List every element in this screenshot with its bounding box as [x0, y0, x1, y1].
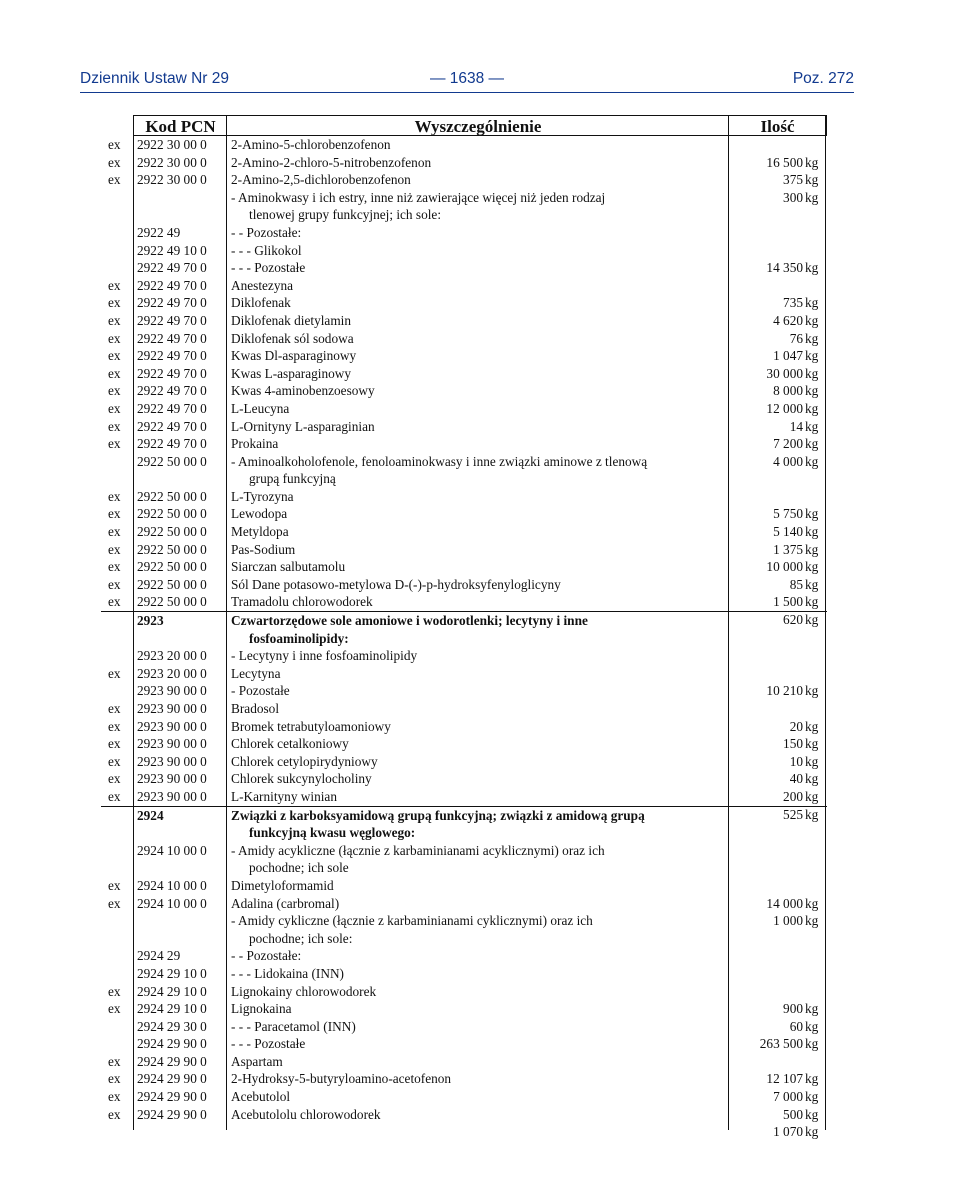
description-line: Chlorek sukcynylocholiny: [231, 771, 372, 787]
kod-cell: 2922 49 70 0: [137, 330, 207, 346]
table-row: [101, 189, 827, 224]
table-row: [101, 947, 827, 965]
description-line: - Lecytyny i inne fosfoaminolipidy: [231, 648, 418, 664]
unit-cell: kg: [805, 418, 819, 434]
ex-marker: ex: [108, 718, 121, 734]
table-row: [101, 1106, 827, 1140]
description-line: L-Ornityny L-asparaginian: [231, 418, 375, 434]
description-cell: [231, 912, 723, 947]
unit-cell: kg: [805, 541, 819, 557]
unit-cell: kg: [805, 383, 819, 399]
unit-cell: kg: [805, 788, 819, 804]
unit-cell: kg: [805, 1089, 819, 1105]
kod-cell: 2924 29 90 0: [137, 1071, 207, 1087]
kod-cell: 2922 50 00 0: [137, 576, 207, 592]
description-cell: [231, 576, 723, 594]
description-cell: [231, 807, 723, 842]
description-line: Lignokainy chlorowodorek: [231, 983, 377, 999]
description-cell: [231, 1088, 723, 1106]
description-line: Bradosol: [231, 701, 280, 716]
kod-cell: 2922 50 00 0: [137, 559, 207, 575]
quantity-cell: 30 000: [766, 365, 803, 381]
ex-marker: ex: [108, 594, 121, 610]
quantity-cell: 735: [783, 295, 803, 311]
kod-cell: 2924 29 90 0: [137, 1106, 207, 1122]
description-cell: [231, 1018, 723, 1036]
description-line: Kwas 4-aminobenzoesowy: [231, 383, 375, 399]
quantity-cell: 300: [783, 189, 803, 205]
description-continuation: pochodne; ich sole:: [249, 930, 353, 946]
quantity-cell: 14: [789, 418, 803, 434]
header-divider: [80, 92, 854, 93]
ex-marker: ex: [108, 418, 121, 434]
unit-cell: kg: [805, 1106, 819, 1122]
description-line: Lewodopa: [231, 506, 288, 522]
unit-cell: kg: [805, 806, 819, 822]
unit-cell: kg: [805, 172, 819, 188]
description-continuation: tlenowej grupy funkcyjnej; ich sole:: [249, 207, 442, 223]
ex-marker: ex: [108, 983, 121, 999]
unit-cell: kg: [805, 753, 819, 769]
description-cell: [231, 154, 723, 172]
kod-cell: 2922 50 00 0: [137, 453, 207, 469]
ex-marker: ex: [108, 701, 121, 716]
ex-marker: ex: [108, 524, 121, 540]
ex-marker: ex: [108, 753, 121, 769]
page-header: [80, 70, 854, 92]
description-line: Chlorek cetylopirydyniowy: [231, 753, 378, 769]
description-cell: [231, 277, 723, 295]
quantity-cell: 1 070: [773, 1124, 803, 1140]
description-cell: [231, 382, 723, 400]
description-continuation: funkcyjną kwasu węglowego:: [249, 825, 416, 841]
unit-cell: kg: [805, 1001, 819, 1017]
description-cell: [231, 788, 723, 806]
quantity-cell: 10 000: [766, 559, 803, 575]
description-line: Kwas Dl-asparaginowy: [231, 348, 357, 364]
quantity-cell: 500: [783, 1106, 803, 1122]
description-line: Związki z karboksyamidową grupą funkcyjną; związki z amidową grupą: [231, 807, 645, 823]
kod-cell: 2922 50 00 0: [137, 524, 207, 540]
table-row: [101, 842, 827, 877]
description-line: Dimetyloformamid: [231, 877, 334, 893]
ex-marker: ex: [108, 895, 121, 911]
description-cell: [231, 1035, 723, 1053]
quantity-cell: 1 375: [773, 541, 803, 557]
unit-cell: kg: [805, 365, 819, 381]
kod-cell: 2922 49 70 0: [137, 400, 207, 416]
quantity-cell: 76: [789, 330, 803, 346]
quantity-cell: 620: [783, 612, 803, 628]
description-cell: [231, 347, 723, 365]
description-line: Diklofenak: [231, 295, 291, 311]
description-cell: [231, 965, 723, 983]
table-row: [101, 647, 827, 665]
description-cell: [231, 541, 723, 559]
unit-cell: kg: [805, 1036, 819, 1052]
quantity-cell: 14 350: [766, 260, 803, 276]
ex-marker: ex: [108, 400, 121, 416]
quantity-cell: 40: [789, 771, 803, 787]
kod-cell: 2923 90 00 0: [137, 788, 207, 804]
ex-marker: ex: [108, 559, 121, 575]
table-row: [101, 682, 827, 700]
quantity-cell: 14 000: [766, 895, 803, 911]
quantity-cell: 7 200: [773, 436, 803, 452]
description-line: 2-Amino-5-chlorobenzofenon: [231, 137, 391, 152]
kod-cell: 2922 49 70 0: [137, 348, 207, 364]
description-line: 2-Amino-2-chloro-5-nitrobenzofenon: [231, 154, 432, 170]
description-continuation: pochodne; ich sole: [249, 860, 349, 876]
unit-cell: kg: [805, 1018, 819, 1034]
ex-marker: ex: [108, 506, 121, 522]
quantity-cell: 10: [789, 753, 803, 769]
kod-cell: 2922 30 00 0: [137, 137, 207, 152]
ex-marker: ex: [108, 277, 121, 293]
unit-cell: kg: [805, 348, 819, 364]
description-cell: [231, 895, 723, 913]
ex-marker: ex: [108, 1001, 121, 1017]
unit-cell: kg: [805, 576, 819, 592]
description-continuation: fosfoaminolipidy:: [249, 630, 349, 646]
quantity-cell: 375: [783, 172, 803, 188]
unit-cell: kg: [805, 330, 819, 346]
description-cell: [231, 735, 723, 753]
description-line: L-Leucyna: [231, 400, 290, 416]
quantity-cell: 10 210: [766, 683, 803, 699]
quantity-cell: 263 500: [759, 1036, 803, 1052]
ex-marker: ex: [108, 348, 121, 364]
description-line: - - Pozostałe:: [231, 224, 302, 240]
description-cell: [231, 1070, 723, 1088]
kod-cell: 2922 49 70 0: [137, 260, 207, 276]
unit-cell: kg: [805, 189, 819, 205]
quantity-cell: 150: [783, 736, 803, 752]
quantity-cell: 5 140: [773, 524, 803, 540]
unit-cell: kg: [805, 1071, 819, 1087]
description-cell: [231, 136, 723, 154]
table-row: [101, 224, 827, 242]
description-line: - Amidy acykliczne (łącznie z karbaminianami acyklicznymi) oraz ich: [231, 842, 605, 858]
unit-cell: kg: [805, 524, 819, 540]
kod-cell: 2924: [137, 807, 164, 823]
quantity-cell: 4 620: [773, 312, 803, 328]
quantity-cell: 200: [783, 788, 803, 804]
kod-cell: 2923: [137, 613, 164, 629]
unit-cell: kg: [805, 312, 819, 328]
unit-cell: kg: [805, 559, 819, 575]
ex-marker: ex: [108, 541, 121, 557]
description-line: Chlorek cetalkoniowy: [231, 736, 349, 752]
position-number: Poz. 272: [792, 70, 854, 87]
kod-cell: 2922 49 70 0: [137, 277, 207, 293]
kod-cell: 2923 20 00 0: [137, 648, 207, 664]
ex-marker: ex: [108, 365, 121, 381]
unit-cell: kg: [805, 453, 819, 469]
unit-cell: kg: [805, 913, 819, 929]
table-row: [101, 965, 827, 983]
ex-marker: ex: [108, 172, 121, 188]
description-cell: [231, 718, 723, 736]
table-body: [101, 136, 827, 1140]
description-cell: [231, 700, 723, 718]
column-header-ilosc: Ilość: [728, 115, 827, 136]
description-cell: [231, 877, 723, 895]
ex-marker: ex: [108, 877, 121, 893]
kod-cell: 2924 29 10 0: [137, 983, 207, 999]
ex-marker: ex: [108, 1089, 121, 1105]
description-line: Czwartorzędowe sole amoniowe i wodorotlenki; lecytyny i inne: [231, 613, 588, 629]
kod-cell: 2922 30 00 0: [137, 172, 207, 188]
description-line: Anestezyna: [231, 277, 294, 293]
quantity-cell: 60: [789, 1018, 803, 1034]
description-line: Metyldopa: [231, 524, 289, 540]
description-cell: [231, 400, 723, 418]
pcn-table: [101, 115, 827, 1140]
ex-marker: ex: [108, 665, 121, 681]
description-cell: [231, 753, 723, 771]
description-cell: [231, 770, 723, 788]
kod-cell: 2923 90 00 0: [137, 736, 207, 752]
description-cell: [231, 1000, 723, 1018]
unit-cell: kg: [805, 683, 819, 699]
description-line: Adalina (carbromal): [231, 895, 340, 911]
description-line: Diklofenak dietylamin: [231, 312, 352, 328]
kod-cell: 2923 90 00 0: [137, 701, 207, 716]
description-line: Tramadolu chlorowodorek: [231, 594, 373, 610]
quantity-cell: 7 000: [773, 1089, 803, 1105]
quantity-cell: 900: [783, 1001, 803, 1017]
kod-cell: 2924 29 90 0: [137, 1036, 207, 1052]
description-line: Bromek tetrabutyloamoniowy: [231, 718, 391, 734]
unit-cell: kg: [805, 260, 819, 276]
description-line: Aspartam: [231, 1053, 283, 1069]
kod-cell: 2922 49 70 0: [137, 312, 207, 328]
description-line: Pas-Sodium: [231, 541, 296, 557]
description-cell: [231, 1106, 723, 1124]
quantity-cell: 16 500: [766, 154, 803, 170]
description-cell: [231, 1053, 723, 1071]
quantity-cell: 5 750: [773, 506, 803, 522]
description-cell: [231, 947, 723, 965]
description-cell: [231, 488, 723, 506]
description-cell: [231, 453, 723, 488]
description-cell: [231, 189, 723, 224]
description-line: Lignokaina: [231, 1001, 292, 1017]
ex-marker: ex: [108, 736, 121, 752]
table-row: [101, 453, 827, 488]
ex-marker: ex: [108, 295, 121, 311]
ex-marker: ex: [108, 576, 121, 592]
description-cell: [231, 242, 723, 260]
table-row: [101, 259, 827, 277]
description-cell: [231, 593, 723, 611]
ex-marker: ex: [108, 1053, 121, 1069]
kod-cell: 2922 49 70 0: [137, 418, 207, 434]
description-cell: [231, 983, 723, 1001]
kod-cell: 2922 50 00 0: [137, 506, 207, 522]
ex-marker: ex: [108, 154, 121, 170]
description-cell: [231, 294, 723, 312]
kod-cell: 2924 29 30 0: [137, 1018, 207, 1034]
description-cell: [231, 330, 723, 348]
kod-cell: 2923 90 00 0: [137, 753, 207, 769]
description-line: - - - Pozostałe: [231, 1036, 306, 1052]
unit-cell: kg: [805, 506, 819, 522]
kod-cell: 2922 30 00 0: [137, 154, 207, 170]
kod-cell: 2922 49 70 0: [137, 295, 207, 311]
page-number: — 1638 —: [429, 70, 505, 87]
description-line: - - - Lidokaina (INN): [231, 965, 344, 981]
ex-marker: ex: [108, 436, 121, 452]
kod-cell: 2923 90 00 0: [137, 683, 207, 699]
quantity-cell: 8 000: [773, 383, 803, 399]
ex-marker: ex: [108, 330, 121, 346]
kod-cell: 2924 10 00 0: [137, 895, 207, 911]
description-cell: [231, 365, 723, 383]
description-line: 2-Hydroksy-5-butyryloamino-acetofenon: [231, 1071, 452, 1087]
unit-cell: kg: [805, 895, 819, 911]
unit-cell: kg: [805, 736, 819, 752]
unit-cell: kg: [805, 718, 819, 734]
description-line: Acebutololu chlorowodorek: [231, 1106, 381, 1122]
description-cell: [231, 418, 723, 436]
quantity-cell: 1 500: [773, 594, 803, 610]
ex-marker: ex: [108, 488, 121, 504]
quantity-cell: 1 047: [773, 348, 803, 364]
unit-cell: kg: [805, 295, 819, 311]
kod-cell: 2924 29 10 0: [137, 1001, 207, 1017]
kod-cell: 2924 29 90 0: [137, 1089, 207, 1105]
kod-cell: 2924 29: [137, 948, 181, 964]
description-line: Diklofenak sól sodowa: [231, 330, 354, 346]
kod-cell: 2922 50 00 0: [137, 594, 207, 610]
kod-cell: 2922 49 70 0: [137, 436, 207, 452]
quantity-cell: 1 000: [773, 913, 803, 929]
quantity-cell: 525: [783, 806, 803, 822]
description-cell: [231, 312, 723, 330]
quantity-cell: 85: [789, 576, 803, 592]
kod-cell: 2924 29 10 0: [137, 965, 207, 981]
description-cell: [231, 171, 723, 189]
table-row: [101, 611, 827, 647]
kod-cell: 2923 90 00 0: [137, 718, 207, 734]
description-cell: [231, 523, 723, 541]
unit-cell: kg: [805, 400, 819, 416]
unit-cell: kg: [805, 594, 819, 610]
kod-cell: 2924 29 90 0: [137, 1053, 207, 1069]
description-continuation: grupą funkcyjną: [249, 471, 336, 487]
quantity-cell: 20: [789, 718, 803, 734]
kod-cell: 2922 50 00 0: [137, 488, 207, 504]
unit-cell: kg: [805, 1124, 819, 1140]
description-line: Lecytyna: [231, 665, 281, 681]
unit-cell: kg: [805, 154, 819, 170]
description-line: - - - Pozostałe: [231, 260, 306, 276]
description-cell: [231, 435, 723, 453]
description-cell: [231, 558, 723, 576]
description-line: Siarczan salbutamolu: [231, 559, 346, 575]
quantity-cell: 12 107: [766, 1071, 803, 1087]
kod-cell: 2922 49 70 0: [137, 365, 207, 381]
description-cell: [231, 842, 723, 877]
description-cell: [231, 682, 723, 700]
description-line: 2-Amino-2,5-dichlorobenzofenon: [231, 172, 411, 188]
column-header-wyszczegolnienie: Wyszczególnienie: [226, 115, 729, 136]
description-line: L-Karnityny winian: [231, 788, 337, 804]
description-line: Acebutolol: [231, 1089, 291, 1105]
ex-marker: ex: [108, 1106, 121, 1122]
description-cell: [231, 259, 723, 277]
description-cell: [231, 647, 723, 665]
column-header-kod: Kod PCN: [133, 115, 227, 136]
description-line: Kwas L-asparaginowy: [231, 365, 352, 381]
journal-title: Dziennik Ustaw Nr 29: [80, 70, 230, 87]
kod-cell: 2922 49 10 0: [137, 242, 207, 258]
description-cell: [231, 505, 723, 523]
ex-marker: ex: [108, 788, 121, 804]
description-line: L-Tyrozyna: [231, 488, 294, 504]
unit-cell: kg: [805, 436, 819, 452]
description-line: - Pozostałe: [231, 683, 290, 699]
kod-cell: 2923 90 00 0: [137, 771, 207, 787]
description-line: Sól Dane potasowo-metylowa D-(-)-p-hydroksyfenyloglicyny: [231, 576, 561, 592]
kod-cell: 2922 49 70 0: [137, 383, 207, 399]
kod-cell: 2922 50 00 0: [137, 541, 207, 557]
table-row: [101, 806, 827, 842]
unit-cell: kg: [805, 612, 819, 628]
description-line: - Amidy cykliczne (łącznie z karbaminianami cyklicznymi) oraz ich: [231, 913, 593, 929]
description-line: - - - Paracetamol (INN): [231, 1018, 356, 1034]
ex-marker: ex: [108, 312, 121, 328]
table-row: [101, 912, 827, 947]
quantity-cell: 12 000: [766, 400, 803, 416]
description-cell: [231, 224, 723, 242]
description-cell: [231, 612, 723, 647]
kod-cell: 2922 49: [137, 224, 181, 240]
quantity-cell: 4 000: [773, 453, 803, 469]
description-line: - Aminokwasy i ich estry, inne niż zawierające więcej niż jeden rodzaj: [231, 189, 606, 205]
description-line: - - Pozostałe:: [231, 948, 302, 964]
ex-marker: ex: [108, 771, 121, 787]
kod-cell: 2924 10 00 0: [137, 842, 207, 858]
description-line: - - - Glikokol: [231, 242, 302, 258]
description-line: - Aminoalkoholofenole, fenoloaminokwasy i inne związki aminowe z tlenową: [231, 453, 648, 469]
description-cell: [231, 665, 723, 683]
description-line: Prokaina: [231, 436, 279, 452]
ex-marker: ex: [108, 1071, 121, 1087]
ex-marker: ex: [108, 383, 121, 399]
table-row: [101, 1035, 827, 1053]
unit-cell: kg: [805, 771, 819, 787]
kod-cell: 2923 20 00 0: [137, 665, 207, 681]
ex-marker: ex: [108, 137, 121, 152]
kod-cell: 2924 10 00 0: [137, 877, 207, 893]
